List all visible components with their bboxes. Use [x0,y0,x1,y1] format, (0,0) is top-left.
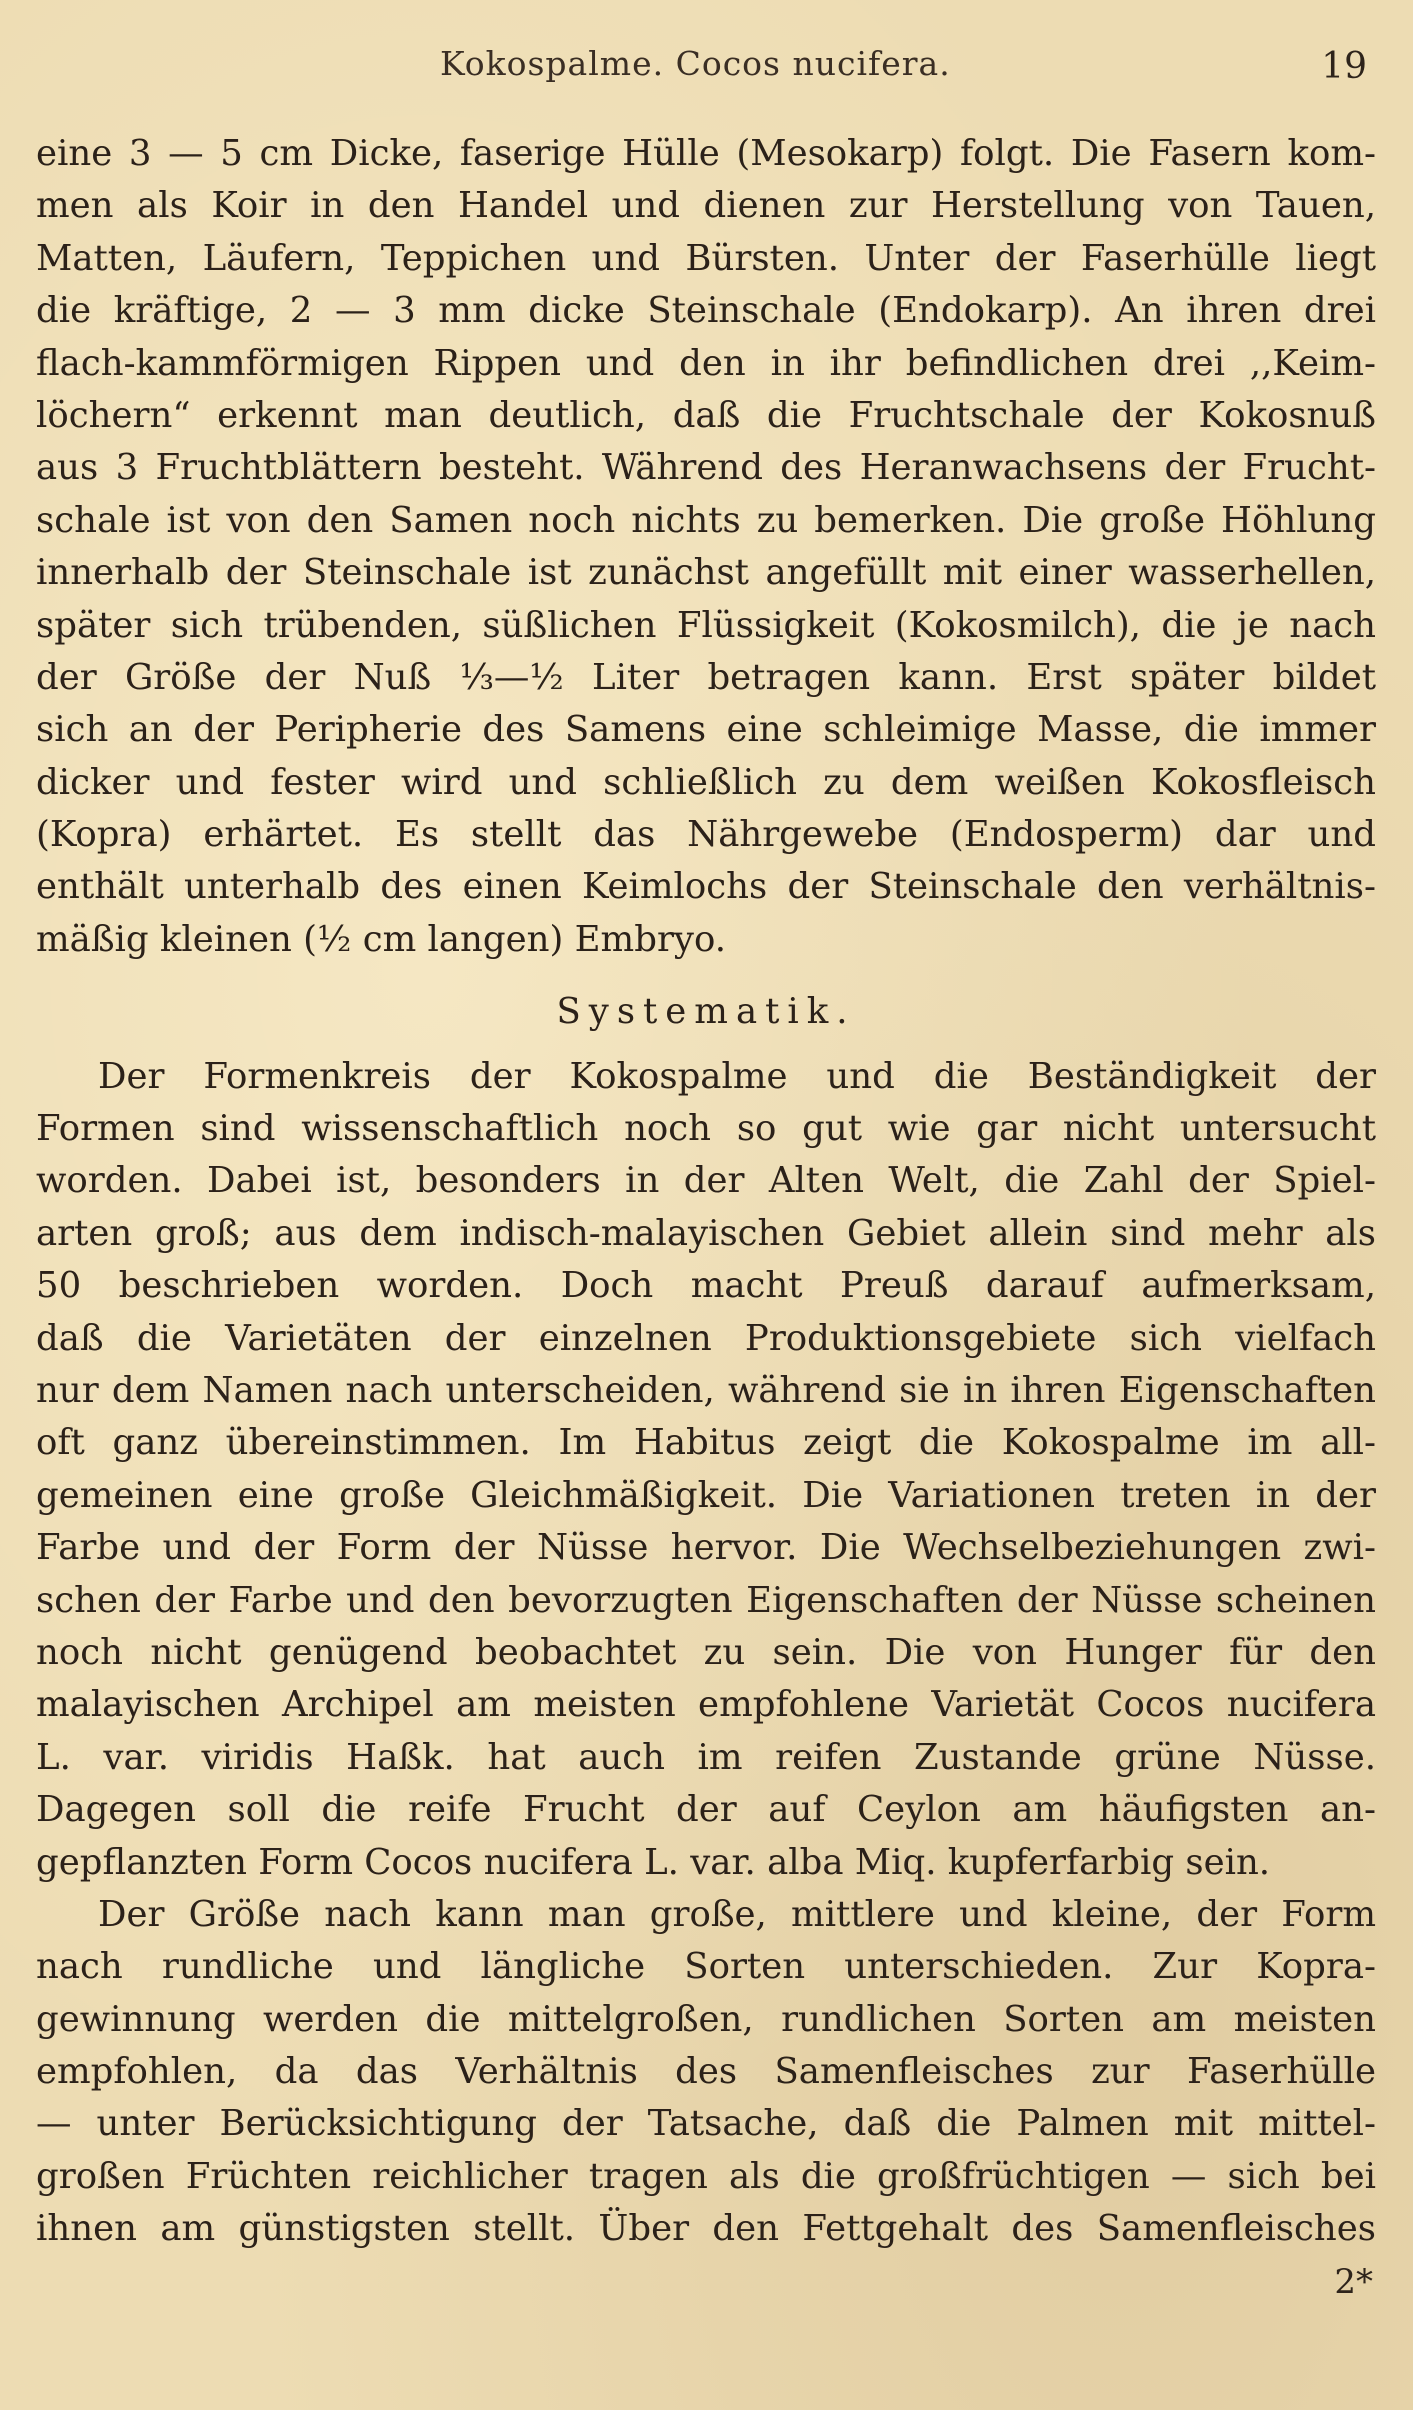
text-line: arten groß; aus dem indisch-malayischen Gebiet allein sind mehr als [36,1212,1376,1254]
text-line: gemeinen eine große Gleichmäßigkeit. Die Variationen treten in der [36,1474,1376,1516]
text-line: gepflanzten Form Cocos nucifera L. var. alba Miq. kupferfarbig sein. [36,1841,1271,1883]
text-line: der Größe der Nuß ⅓—½ Liter betragen kann. Erst später bildet [36,656,1376,698]
text-line: 50 beschrieben worden. Doch macht Preuß darauf aufmerksam, [36,1265,1376,1307]
text-line: aus 3 Fruchtblättern besteht. Während des Heranwachsens der Frucht- [36,447,1376,489]
text-line: flach-kammförmigen Rippen und den in ihr befindlichen drei ,,Keim- [36,342,1376,384]
text-line: (Kopra) erhärtet. Es stellt das Nährgewebe (Endosperm) dar und [36,814,1376,856]
text-line: enthält unterhalb des einen Keimlochs der Steinschale den verhältnis- [36,866,1376,908]
signature-mark: 2* [1334,2262,1373,2302]
text-line: großen Früchten reichlicher tragen als die großfrüchtigen — sich bei [36,2155,1376,2197]
paragraph-2 [36,1051,1376,1889]
text-line: ihnen am günstigsten stellt. Über den Fettgehalt des Samenfleisches [36,2208,1376,2250]
text-line: sich an der Peripherie des Samens eine schleimige Masse, die immer [36,709,1376,751]
text-line: Matten, Läufern, Teppichen und Bürsten. Unter der Faserhülle liegt [36,237,1376,279]
paragraph-1 [36,128,1376,966]
text-line: schale ist von den Samen noch nichts zu bemerken. Die große Höhlung [36,499,1376,541]
text-line: schen der Farbe und den bevorzugten Eigenschaften der Nüsse scheinen [36,1579,1376,1621]
text-line: Der Größe nach kann man große, mittlere und kleine, der Form [98,1893,1376,1935]
text-line: Dagegen soll die reife Frucht der auf Ceylon am häufigsten an- [36,1789,1376,1831]
text-line: gewinnung werden die mittelgroßen, rundlichen Sorten am meisten [36,1998,1376,2040]
text-line: nach rundliche und längliche Sorten unterschieden. Zur Kopra- [36,1946,1376,1988]
text-line: men als Koir in den Handel und dienen zur Herstellung von Tauen, [36,185,1376,227]
text-line: Der Formenkreis der Kokospalme und die Beständigkeit der [98,1055,1376,1097]
text-line: später sich trübenden, süßlichen Flüssigkeit (Kokosmilch), die je nach [36,604,1376,646]
text-line: malayischen Archipel am meisten empfohlene Varietät Cocos nucifera [36,1684,1376,1726]
text-line: oft ganz übereinstimmen. Im Habitus zeigt die Kokospalme im all- [36,1422,1376,1464]
text-line: L. var. viridis Haßk. hat auch im reifen Zustande grüne Nüsse. [36,1736,1376,1778]
text-line: dicker und fester wird und schließlich zu dem weißen Kokosfleisch [36,761,1376,803]
text-line: Farbe und der Form der Nüsse hervor. Die Wechselbeziehungen zwi- [36,1527,1376,1569]
text-line: löchern“ erkennt man deutlich, daß die Fruchtschale der Kokosnuß [36,394,1376,436]
page-number: 19 [1321,46,1367,87]
text-line: Formen sind wissenschaftlich noch so gut wie gar nicht untersucht [36,1108,1376,1150]
text-line: die kräftige, 2 — 3 mm dicke Steinschale (Endokarp). An ihren drei [36,290,1376,332]
section-heading: Systematik. [556,991,856,1033]
text-line: worden. Dabei ist, besonders in der Alten Welt, die Zahl der Spiel- [36,1160,1376,1202]
text-line: nur dem Namen nach unterscheiden, während sie in ihren Eigenschaften [36,1369,1376,1411]
text-line: noch nicht genügend beobachtet zu sein. Die von Hunger für den [36,1631,1376,1673]
text-line: daß die Varietäten der einzelnen Produktionsgebiete sich vielfach [36,1317,1376,1359]
text-line: eine 3 — 5 cm Dicke, faserige Hülle (Mesokarp) folgt. Die Fasern kom- [36,133,1376,174]
text-line: mäßig kleinen (½ cm langen) Embryo. [36,918,726,960]
text-line: innerhalb der Steinschale ist zunächst angefüllt mit einer wasserhellen, [36,552,1376,594]
text-line: empfohlen, da das Verhältnis des Samenfleisches zur Faserhülle [36,2051,1376,2093]
running-head: Kokospalme. Cocos nucifera. [440,44,951,83]
text-line: — unter Berücksichtigung der Tatsache, daß die Palmen mit mittel- [36,2103,1376,2145]
body-text [36,128,1376,2256]
paragraph-3 [36,1889,1376,2256]
